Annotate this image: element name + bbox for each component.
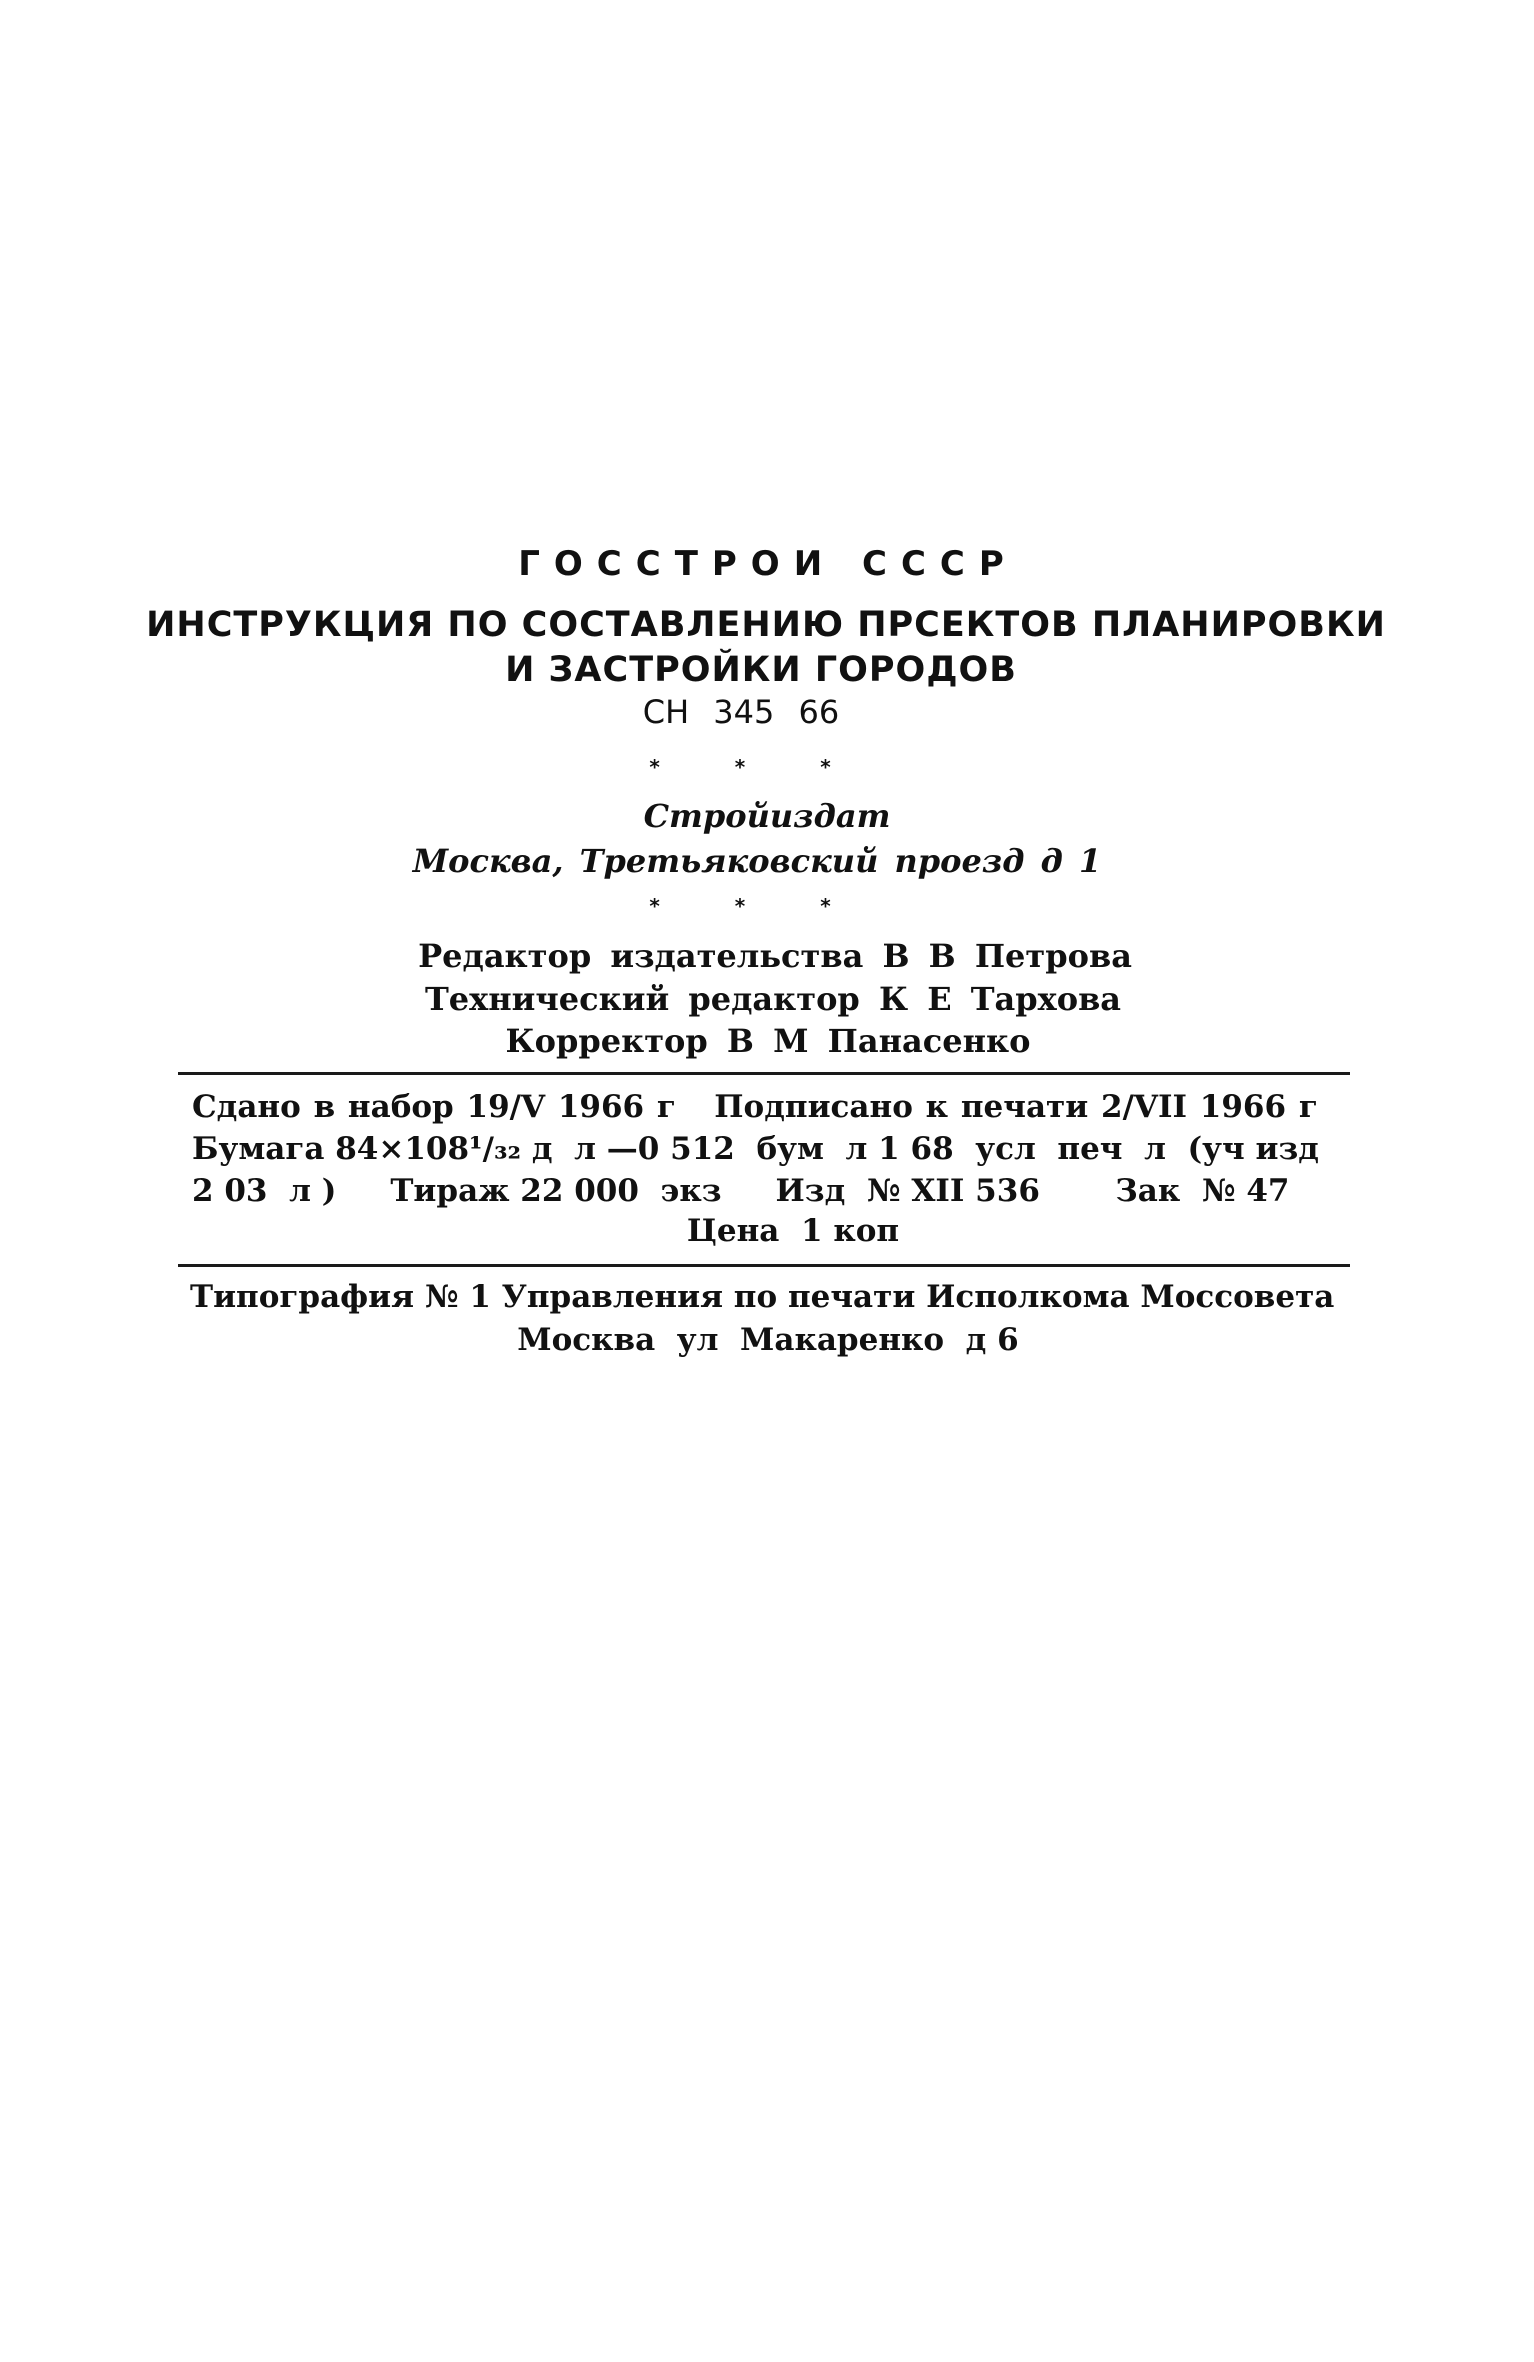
printer-line-1: Типография № 1 Управления по печати Исполкома Моссовета [190,1279,1335,1315]
publisher-address: Москва, Третьяковский проезд д 1 [412,842,1102,880]
separator-stars-2: * * * [649,894,865,918]
organization-heading: ГОССТРОИ СССР [518,544,1018,584]
document-code: СН 345 66 [642,693,840,731]
document-title-line-2: И ЗАСТРОЙКИ ГОРОДОВ [505,650,1017,690]
printer-line-2: Москва ул Макаренко д 6 [517,1322,1019,1358]
credit-technical-editor: Технический редактор К Е Тархова [424,980,1122,1018]
credit-proofreader: Корректор В М Панасенко [505,1022,1031,1060]
imprint-line-1: Сдано в набор 19/V 1966 г Подписано к печати 2/VII 1966 г [192,1089,1318,1125]
publisher-name: Стройиздат [643,797,891,835]
divider-top [178,1072,1350,1075]
credit-editor: Редактор издательства В В Петрова [418,937,1132,975]
document-title-line-1: ИНСТРУКЦИЯ ПО СОСТАВЛЕНИЮ ПРСЕКТОВ ПЛАНИРОВКИ [146,605,1386,645]
divider-bottom [178,1264,1350,1267]
imprint-line-3: 2 03 л ) Тираж 22 000 экз Изд № XII 536 Зак № 47 [192,1173,1290,1209]
imprint-line-2: Бумага 84×108¹/₃₂ д л —0 512 бум л 1 68 усл печ л (уч изд [192,1131,1319,1167]
separator-stars-1: * * * [649,755,865,779]
price: Цена 1 коп [686,1213,900,1249]
